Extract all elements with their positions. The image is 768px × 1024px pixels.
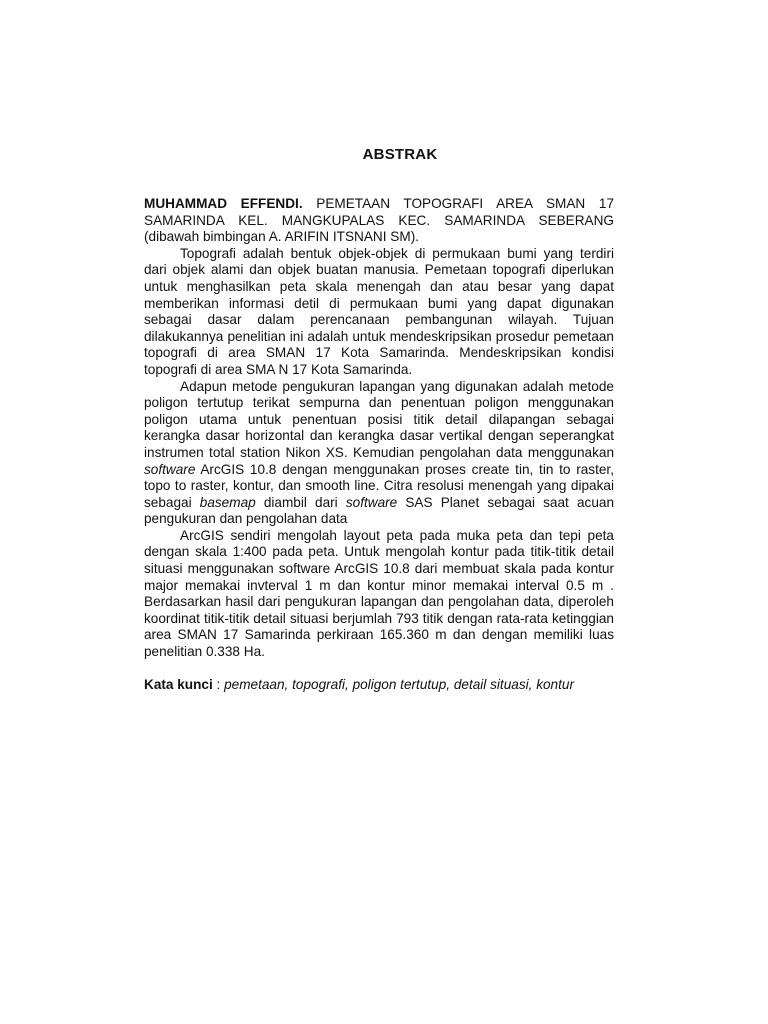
abstract-title: ABSTRAK: [362, 146, 438, 163]
method-text-3: diambil dari: [255, 494, 346, 510]
keywords-separator: :: [212, 676, 225, 692]
method-italic-software-2: software: [345, 494, 398, 510]
method-italic-basemap: basemap: [199, 494, 256, 510]
paragraph-results: ArcGIS sendiri mengolah layout peta pada muka peta dan tepi peta dengan skala 1:400 pada peta. Untuk mengolah kontur pada titik-titik detail situasi menggunakan software ArcGIS 10.8 dari membuat skala pada kontur major memakai invterval 1 m dan kontur minor memakai interval 0.5 m . Berdasarkan hasil dari pengukuran lapangan dan pengolahan data, diperoleh koordinat titik-titik detail situasi berjumlah 793 titik dengan rata-rata ketinggian area SMAN 17 Samarinda perkiraan 165.360 m dan dengan memiliki luas penelitian 0.338 Ha.: [144, 527, 614, 660]
keywords-line: [144, 677, 614, 694]
paragraph-method: [144, 379, 614, 528]
citation-paragraph: [144, 196, 614, 246]
abstract-body: [144, 196, 614, 693]
method-text-4: SAS Planet sebagai saat acuan pengukuran dan pengolahan data: [144, 494, 615, 527]
method-italic-software-1: software: [144, 461, 196, 477]
thesis-citation: PEMETAAN TOPOGRAFI AREA SMAN 17 SAMARINDA KEL. MANGKUPALAS KEC. SAMARINDA SEBERANG (dibawah bimbingan A. ARIFIN ITSNANI SM).: [144, 196, 614, 245]
method-text-1: Adapun metode pengukuran lapangan yang digunakan adalah metode poligon tertutup terikat sempurna dan penentuan poligon menggunakan poligon utama untuk penentuan posisi titik detail dilapangan sebagai kerangka dasar horizontal dan kerangka dasar vertikal dengan seperangkat instrumen total station Nikon XS. Kemudian pengolahan data menggunakan: [144, 378, 614, 460]
paragraph-topography: Topografi adalah bentuk objek-objek di permukaan bumi yang terdiri dari objek alami dan objek buatan manusia. Pemetaan topografi diperlukan untuk menghasilkan peta skala menengah dan atau besar yang dapat memberikan informasi detil di permukaan bumi yang dapat digunakan sebagai dasar dalam perencanaan pembangunan wilayah. Tujuan dilakukannya penelitian ini adalah untuk mendeskripsikan prosedur pemetaan topografi di area SMAN 17 Kota Samarinda. Mendeskripsikan kondisi topografi di area SMA N 17 Kota Samarinda.: [144, 245, 614, 377]
author-name: MUHAMMAD EFFENDI.: [144, 196, 303, 211]
method-text-2: ArcGIS 10.8 dengan menggunakan proses create tin, tin to raster, topo to raster, kontur, dan smooth line. Citra resolusi menengah yang dipakai sebagai: [144, 461, 614, 510]
keywords-label: Kata kunci: [144, 676, 213, 692]
keywords-value: pemetaan, topografi, poligon tertutup, detail situasi, kontur: [224, 676, 574, 692]
